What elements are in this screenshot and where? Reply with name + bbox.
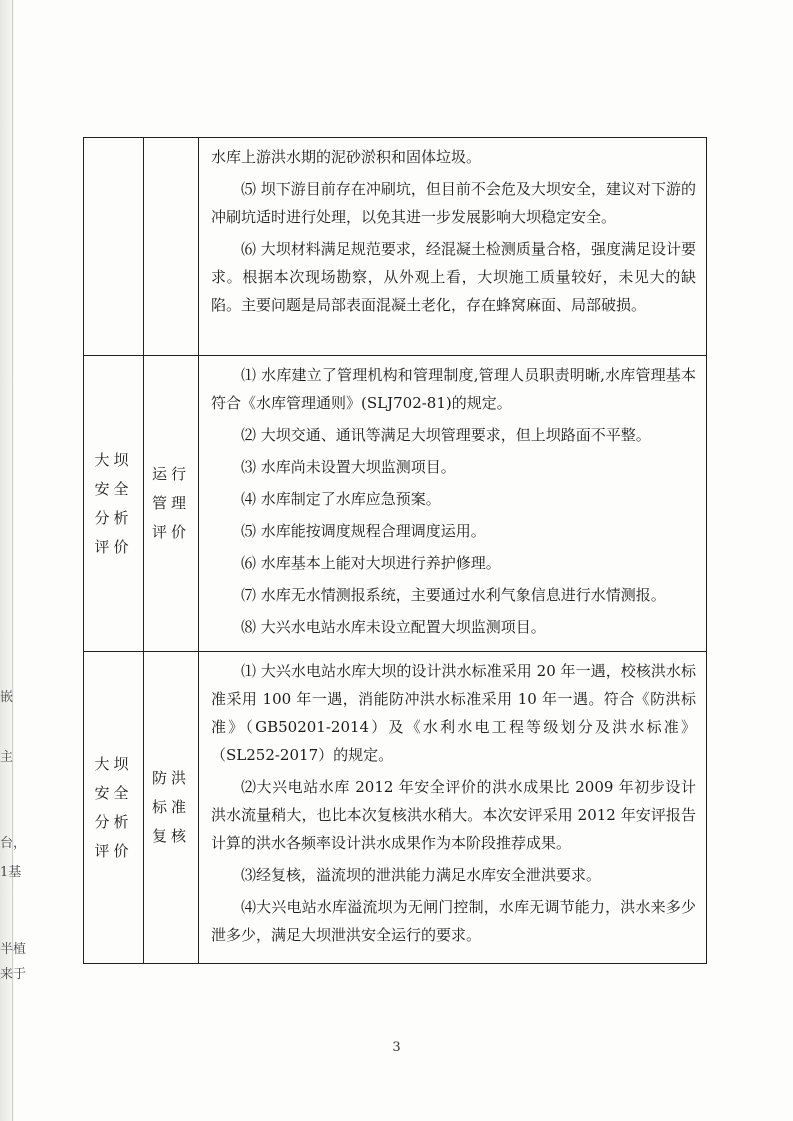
table-row-operation-management [84, 356, 707, 652]
category-char: 安全 [94, 479, 133, 498]
paragraph: ⑶经复核，溢流坝的泄洪能力满足水库安全泄洪要求。 [241, 866, 602, 884]
paragraph: ⑹ 大坝材料满足规范要求，经混凝土检测质量合格，强度满足设计要求。根据本次现场勘察，从外观上看，大坝施工质量较好，未见大的缺陷。主要问题是局部表面混凝土老化，存在蜂窝麻面、局部破损。 [211, 240, 696, 314]
category-cell [84, 652, 144, 964]
subcategory-char: 标准 [151, 798, 190, 816]
category-cell-empty [84, 138, 144, 356]
subcategory-char: 评价 [151, 523, 190, 541]
category-char: 分析 [94, 812, 133, 831]
margin-fragment: 主 [0, 750, 14, 765]
margin-fragment: 嵌 [0, 690, 14, 705]
evaluation-table [83, 137, 707, 964]
paragraph: ⑵ 大坝交通、通讯等满足大坝管理要求，但上坝路面不平整。 [241, 426, 651, 444]
subcategory-char: 复核 [151, 827, 190, 845]
paragraph: ⑹ 水库基本上能对大坝进行养护修理。 [241, 554, 501, 572]
paragraph: ⑷ 水库制定了水库应急预案。 [241, 490, 441, 508]
paragraph: ⑷大兴电站水库溢流坝为无闸门控制，水库无调节能力，洪水来多少泄多少，满足大坝泄洪安全运行的要求。 [211, 898, 696, 944]
paragraph: 水库上游洪水期的泥砂淤积和固体垃圾。 [211, 148, 482, 166]
subcategory-char: 防洪 [151, 769, 190, 787]
paragraph: ⑵大兴电站水库 2012 年安全评价的洪水成果比 2009 年初步设计洪水流量稍大，也比本次复核洪水稍大。本次安评采用 2012 年安评报告计算的洪水各频率设计洪水成果作为本阶段推荐成果。 [211, 778, 696, 852]
subcategory-cell-empty [144, 138, 199, 356]
category-char: 大坝 [94, 754, 133, 773]
margin-fragment: 来于 [0, 967, 27, 982]
category-char: 评价 [94, 841, 133, 860]
category-char: 分析 [94, 508, 133, 527]
subcategory-cell [144, 356, 199, 652]
category-char: 大坝 [94, 450, 133, 469]
content-cell [199, 356, 707, 652]
table-row-continuation [84, 138, 707, 356]
subcategory-char: 管理 [151, 494, 190, 512]
margin-fragment: 台， [0, 836, 27, 851]
paragraph: ⑸ 坝下游目前存在冲刷坑，但目前不会危及大坝安全，建议对下游的冲刷坑适时进行处理，以免其进一步发展影响大坝稳定安全。 [211, 180, 696, 226]
subcategory-char: 运行 [151, 465, 190, 483]
content-cell [199, 652, 707, 964]
subcategory-cell [144, 652, 199, 964]
page-number: 3 [392, 1040, 401, 1055]
paragraph: ⑴ 大兴水电站水库大坝的设计洪水标准采用 20 年一遇，校核洪水标准采用 100 年一遇，消能防冲洪水标准采用 10 年一遇。符合《防洪标准》（GB50201-2014）及《水利水电工程等级划分及洪水标准》（SL252-2017）的规定。 [211, 662, 696, 764]
margin-fragment: 半植 [0, 942, 27, 957]
table-row-flood-standard-review [84, 652, 707, 964]
category-char: 安全 [94, 783, 133, 802]
paragraph: ⑻ 大兴水电站水库未设立配置大坝监测项目。 [241, 618, 546, 636]
paragraph: ⑸ 水库能按调度规程合理调度运用。 [241, 522, 486, 540]
category-char: 评价 [94, 537, 133, 556]
category-cell [84, 356, 144, 652]
content-cell [199, 138, 707, 356]
paragraph: ⑺ 水库无水情测报系统，主要通过水利气象信息进行水情测报。 [241, 586, 666, 604]
paragraph: ⑶ 水库尚未设置大坝监测项目。 [241, 458, 456, 476]
margin-fragment: 1基 [0, 865, 22, 880]
paragraph: ⑴ 水库建立了管理机构和管理制度,管理人员职责明晰,水库管理基本符合《水库管理通则》(SLJ702-81)的规定。 [211, 366, 696, 412]
